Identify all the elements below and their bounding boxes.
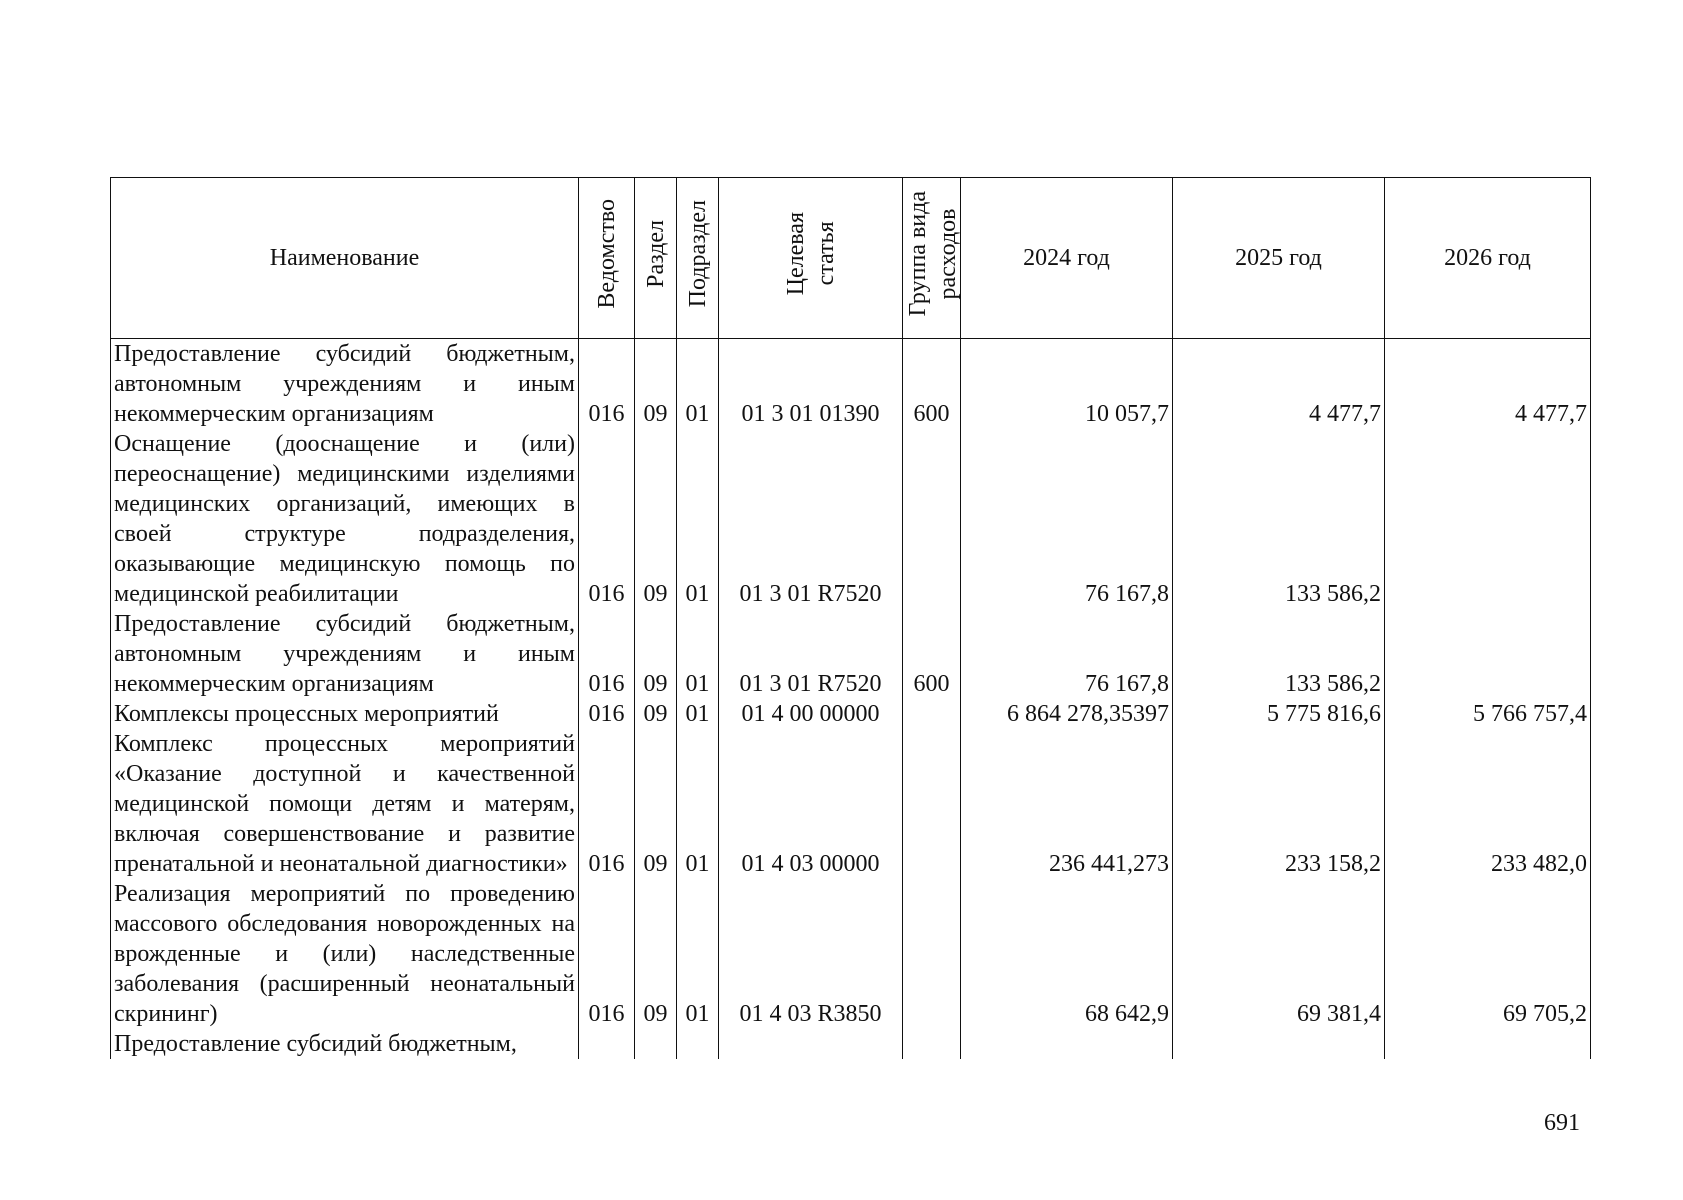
- row-celevaya-statya-cell: 01 3 01 R7520: [719, 429, 903, 609]
- row-name-cell: Комплексы процессных мероприятий: [111, 699, 579, 729]
- row-razdel-cell: 09: [635, 339, 677, 430]
- row-razdel-cell: 09: [635, 609, 677, 699]
- row-razdel-cell: [635, 1029, 677, 1059]
- header-2026: 2026 год: [1385, 178, 1591, 339]
- header-gruppa-vida-rashodov: Группа вида расходов: [903, 178, 961, 339]
- row-2026-cell: 233 482,0: [1385, 729, 1591, 879]
- row-name-cell: Оснащение (дооснащение и (или) переоснащение) медицинскими изделиями медицинских организаций, имеющих в своей структуре подразделения, оказывающие медицинскую помощь по медицинской реабилитации: [111, 429, 579, 609]
- table-row: [111, 429, 1591, 609]
- row-celevaya-statya-cell: 01 4 03 R3850: [719, 879, 903, 1029]
- header-name: Наименование: [111, 178, 579, 339]
- row-razdel-cell: 09: [635, 699, 677, 729]
- row-celevaya-statya-cell: 01 4 03 00000: [719, 729, 903, 879]
- row-vedomstvo-cell: 016: [579, 609, 635, 699]
- row-gruppa-vida-cell: 600: [903, 609, 961, 699]
- row-podrazdel-cell: 01: [677, 729, 719, 879]
- row-podrazdel-cell: 01: [677, 429, 719, 609]
- header-vedomstvo: Ведомство: [579, 178, 635, 339]
- row-celevaya-statya-cell: 01 4 00 00000: [719, 699, 903, 729]
- row-razdel-cell: 09: [635, 729, 677, 879]
- row-podrazdel-cell: 01: [677, 879, 719, 1029]
- row-2025-cell: 5 775 816,6: [1173, 699, 1385, 729]
- table-row: [111, 879, 1591, 1029]
- row-gruppa-vida-cell: [903, 879, 961, 1029]
- row-gruppa-vida-cell: [903, 1029, 961, 1059]
- row-gruppa-vida-cell: [903, 429, 961, 609]
- row-vedomstvo-cell: 016: [579, 339, 635, 430]
- row-2026-cell: [1385, 609, 1591, 699]
- table-body: [111, 339, 1591, 1060]
- row-vedomstvo-cell: 016: [579, 879, 635, 1029]
- row-2026-cell: 5 766 757,4: [1385, 699, 1591, 729]
- row-2025-cell: 233 158,2: [1173, 729, 1385, 879]
- row-2025-cell: 133 586,2: [1173, 429, 1385, 609]
- row-gruppa-vida-cell: 600: [903, 339, 961, 430]
- table-row: [111, 1029, 1591, 1059]
- row-name-cell: Предоставление субсидий бюджетным, автономным учреждениям и иным некоммерческим организациям: [111, 609, 579, 699]
- row-razdel-cell: 09: [635, 429, 677, 609]
- row-vedomstvo-cell: 016: [579, 699, 635, 729]
- row-2025-cell: 4 477,7: [1173, 339, 1385, 430]
- header-razdel: Раздел: [635, 178, 677, 339]
- header-podrazdel: Подраздел: [677, 178, 719, 339]
- row-vedomstvo-cell: 016: [579, 429, 635, 609]
- row-2024-cell: 76 167,8: [961, 429, 1173, 609]
- row-2026-cell: 4 477,7: [1385, 339, 1591, 430]
- budget-table: [110, 177, 1591, 1059]
- row-2024-cell: 6 864 278,35397: [961, 699, 1173, 729]
- row-2024-cell: 10 057,7: [961, 339, 1173, 430]
- row-name-cell: Реализация мероприятий по проведению массового обследования новорожденных на врожденные и (или) наследственные заболевания (расширенный неонатальный скрининг): [111, 879, 579, 1029]
- table-row: [111, 339, 1591, 430]
- row-2024-cell: [961, 1029, 1173, 1059]
- row-2024-cell: 236 441,273: [961, 729, 1173, 879]
- table-row: [111, 699, 1591, 729]
- row-vedomstvo-cell: 016: [579, 729, 635, 879]
- row-name-cell: Комплекс процессных мероприятий «Оказание доступной и качественной медицинской помощи детям и матерям, включая совершенствование и развитие пренатальной и неонатальной диагностики»: [111, 729, 579, 879]
- row-razdel-cell: 09: [635, 879, 677, 1029]
- row-2026-cell: [1385, 429, 1591, 609]
- header-2024: 2024 год: [961, 178, 1173, 339]
- table-row: [111, 729, 1591, 879]
- header-celevaya-statya: Целевая статья: [719, 178, 903, 339]
- row-podrazdel-cell: [677, 1029, 719, 1059]
- row-gruppa-vida-cell: [903, 729, 961, 879]
- table-row: [111, 609, 1591, 699]
- row-celevaya-statya-cell: 01 3 01 R7520: [719, 609, 903, 699]
- row-2024-cell: 76 167,8: [961, 609, 1173, 699]
- row-podrazdel-cell: 01: [677, 609, 719, 699]
- row-podrazdel-cell: 01: [677, 699, 719, 729]
- row-gruppa-vida-cell: [903, 699, 961, 729]
- row-2025-cell: 69 381,4: [1173, 879, 1385, 1029]
- row-2025-cell: 133 586,2: [1173, 609, 1385, 699]
- header-2025: 2025 год: [1173, 178, 1385, 339]
- row-2025-cell: [1173, 1029, 1385, 1059]
- row-name-cell: Предоставление субсидий бюджетным, автономным учреждениям и иным некоммерческим организациям: [111, 339, 579, 430]
- row-podrazdel-cell: 01: [677, 339, 719, 430]
- row-2024-cell: 68 642,9: [961, 879, 1173, 1029]
- row-2026-cell: 69 705,2: [1385, 879, 1591, 1029]
- row-celevaya-statya-cell: [719, 1029, 903, 1059]
- row-name-cell: Предоставление субсидий бюджетным,: [111, 1029, 579, 1059]
- row-2026-cell: [1385, 1029, 1591, 1059]
- table-header-row: [111, 178, 1591, 339]
- page-number: 691: [1544, 1110, 1580, 1136]
- row-celevaya-statya-cell: 01 3 01 01390: [719, 339, 903, 430]
- row-vedomstvo-cell: [579, 1029, 635, 1059]
